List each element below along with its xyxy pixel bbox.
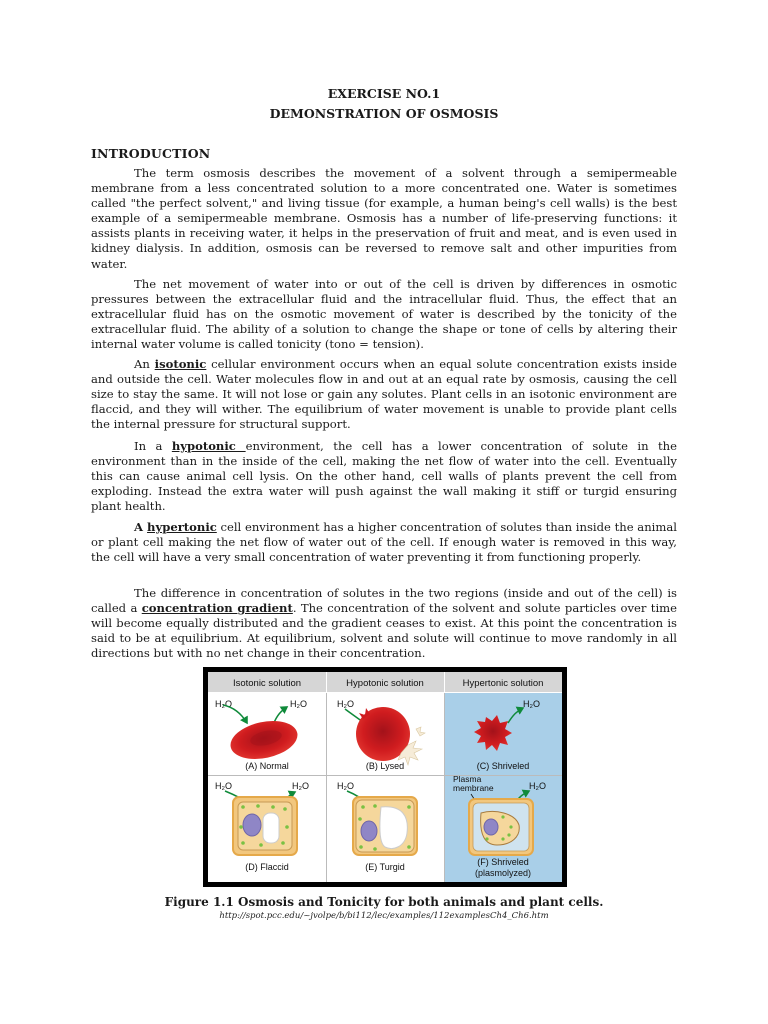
paragraph-hypertonic (91, 520, 677, 565)
nucleus (484, 819, 498, 835)
osmosis-figure (203, 667, 567, 887)
label-a-normal: (A) Normal (245, 761, 289, 771)
figure-caption: Figure 1.1 Osmosis and Tonicity for both animals and plant cells. (164, 895, 604, 909)
water-label: H₂O (337, 699, 354, 709)
exercise-number: EXERCISE NO.1 (327, 86, 441, 101)
paragraph-gradient-post: . The concentration of the solvent and solute particles over time will become equally distributed and the gradient ceases to exist. At this point the concentration is said to be at equilibrium. At equilibrium, solvent and solute will continue to move randomly in all directions but with no net change in their concentration. (91, 601, 678, 661)
header-hypertonic: Hypertonic solution (462, 678, 544, 689)
term-hypertonic: hypertonic (147, 520, 217, 534)
paragraph-hypertonic-post: cell environment has a higher concentration of solutes than inside the animal or plant cell making the net flow of water out of the cell. If enough water is removed in this way, the cell will have a very small concentration of water preventing it from functioning properly. (91, 520, 677, 565)
header-hypotonic: Hypotonic solution (346, 678, 424, 689)
paragraph-hypotonic (91, 439, 677, 514)
label-d-flaccid: (D) Flaccid (245, 862, 289, 872)
figure-source-url[interactable]: http://spot.pcc.edu/~jvolpe/b/bi112/lec/examples/112examplesCh4_Ch6.htm (219, 911, 549, 921)
water-label: H₂O (215, 699, 232, 709)
paragraph-tonicity: The net movement of water into or out of the cell is driven by differences in osmotic pressures between the extracellular fluid and the intracellular fluid. Thus, the effect that an extracellular fluid has on the osmotic movement of water is described by the tonicity of the extracellular fluid. The ability of a solution to change the shape or tone of cells by altering their internal water volume is called tonicity (tono = tension). (91, 277, 677, 352)
plasma-membrane-label-line2: membrane (453, 783, 494, 793)
label-b-lysed: (B) Lysed (365, 761, 405, 771)
term-isotonic: isotonic (154, 357, 207, 371)
paragraph-gradient-pre: The difference in concentration of solutes in the two regions (inside and out of the cell) is called a (91, 586, 677, 616)
water-label: H₂O (290, 699, 307, 709)
water-label: H₂O (292, 781, 309, 791)
term-concentration-gradient: concentration gradient (141, 601, 293, 616)
term-hypotonic: hypotonic (171, 439, 246, 453)
paragraph-hypotonic-pre: In a (134, 439, 172, 453)
paragraph-isotonic (91, 357, 677, 432)
page-title: DEMONSTRATION OF OSMOSIS (269, 106, 499, 121)
label-c-shriveled: (C) Shriveled (476, 761, 530, 771)
paragraph-osmosis: The term osmosis describes the movement of a solvent through a semipermeable membrane from a less concentrated solution to a more concentrated one. Water is sometimes called "the perfect solvent," and living tissue (for example, a human being's cell walls) is the best example of a semipermeable membrane. Osmosis has a number of life-preserving functions: it assists plants in receiving water, it helps in the preservation of fruit and meat, and is even used in kidney dialysis. In addition, osmosis can be reversed to remove salt and other impurities from water. (91, 166, 677, 271)
vacuole (263, 813, 279, 843)
header-isotonic: Isotonic solution (232, 678, 302, 689)
paragraph-hypertonic-pre: A (134, 520, 148, 534)
paragraph-isotonic-pre: An (134, 357, 155, 371)
paragraph-gradient (91, 586, 677, 661)
paragraph-isotonic-post: cellular environment occurs when an equal solute concentration exists inside and outside the cell. Water molecules flow in and out at an equal rate by osmosis, causing the cell size to stay the same. It will not lose or gain any solutes. Plant cells in an isotonic environment are flaccid, and they will wither. The equilibrium of water movement is unable to provide plant cells the internal pressure for structural support. (91, 357, 678, 432)
nucleus (243, 814, 261, 836)
water-label: H₂O (215, 781, 232, 791)
label-f-plasmolyzed: (plasmolyzed) (474, 868, 532, 878)
water-label: H₂O (337, 781, 354, 791)
water-label: H₂O (523, 699, 540, 709)
label-f-shriveled: (F) Shriveled (477, 857, 529, 867)
label-e-turgid: (E) Turgid (365, 862, 405, 872)
section-heading: INTRODUCTION (91, 146, 211, 161)
nucleus (361, 821, 377, 841)
vacuole-large (380, 807, 408, 849)
plasma-membrane-label-line1: Plasma (453, 774, 482, 784)
water-label: H₂O (529, 781, 546, 791)
paragraph-hypotonic-post: environment, the cell has a lower concentration of solute in the environment than in the inside of the cell, making the net flow of water into the cell. Eventually this can cause animal cell lysis. On the other hand, cell walls of plants prevent the cell from exploding. Instead the extra water will push against the wall making it stiff or turgid ensuring plant health. (91, 439, 677, 514)
